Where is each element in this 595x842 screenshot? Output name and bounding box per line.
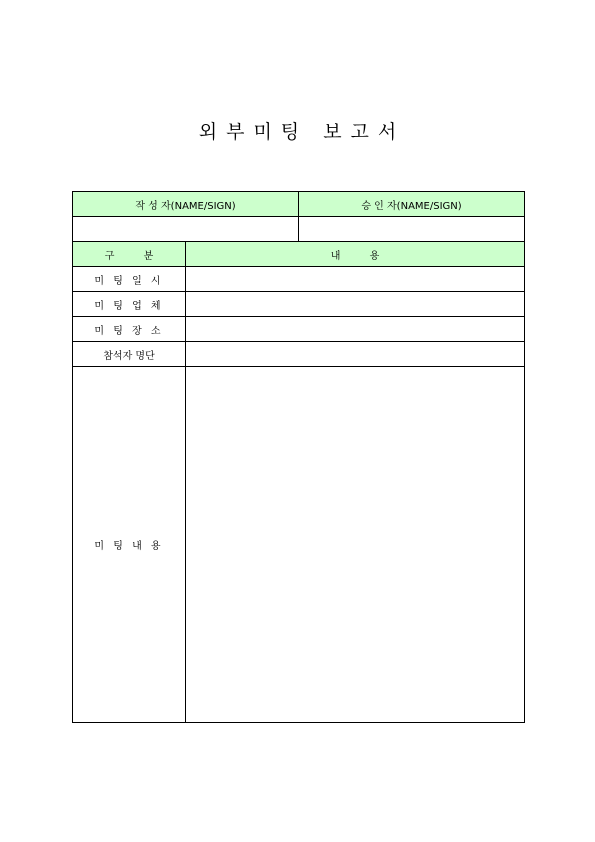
author-label: 작 성 자(NAME/SIGN)	[73, 192, 299, 217]
attendees-field[interactable]	[186, 342, 525, 367]
meeting-datetime-field[interactable]	[186, 267, 525, 292]
table-row	[73, 367, 525, 723]
table-row	[73, 292, 525, 317]
meeting-datetime-label: 미 팅 일 시	[73, 267, 186, 292]
approver-label: 승 인 자(NAME/SIGN)	[299, 192, 525, 217]
approver-signature-field[interactable]	[299, 217, 525, 242]
meeting-content-label: 미 팅 내 용	[73, 367, 186, 723]
signature-table	[72, 191, 525, 242]
meeting-company-field[interactable]	[186, 292, 525, 317]
table-row	[73, 317, 525, 342]
meeting-place-field[interactable]	[186, 317, 525, 342]
meeting-content-field[interactable]	[186, 367, 525, 723]
meeting-company-label: 미 팅 업 체	[73, 292, 186, 317]
table-row	[73, 267, 525, 292]
author-signature-field[interactable]	[73, 217, 299, 242]
content-header: 내 용	[186, 242, 525, 267]
category-header: 구 분	[73, 242, 186, 267]
table-row	[73, 342, 525, 367]
attendees-label: 참석자 명단	[73, 342, 186, 367]
meeting-report-table	[72, 241, 525, 723]
document-title: 외부미팅 보고서	[198, 121, 406, 143]
meeting-place-label: 미 팅 장 소	[73, 317, 186, 342]
